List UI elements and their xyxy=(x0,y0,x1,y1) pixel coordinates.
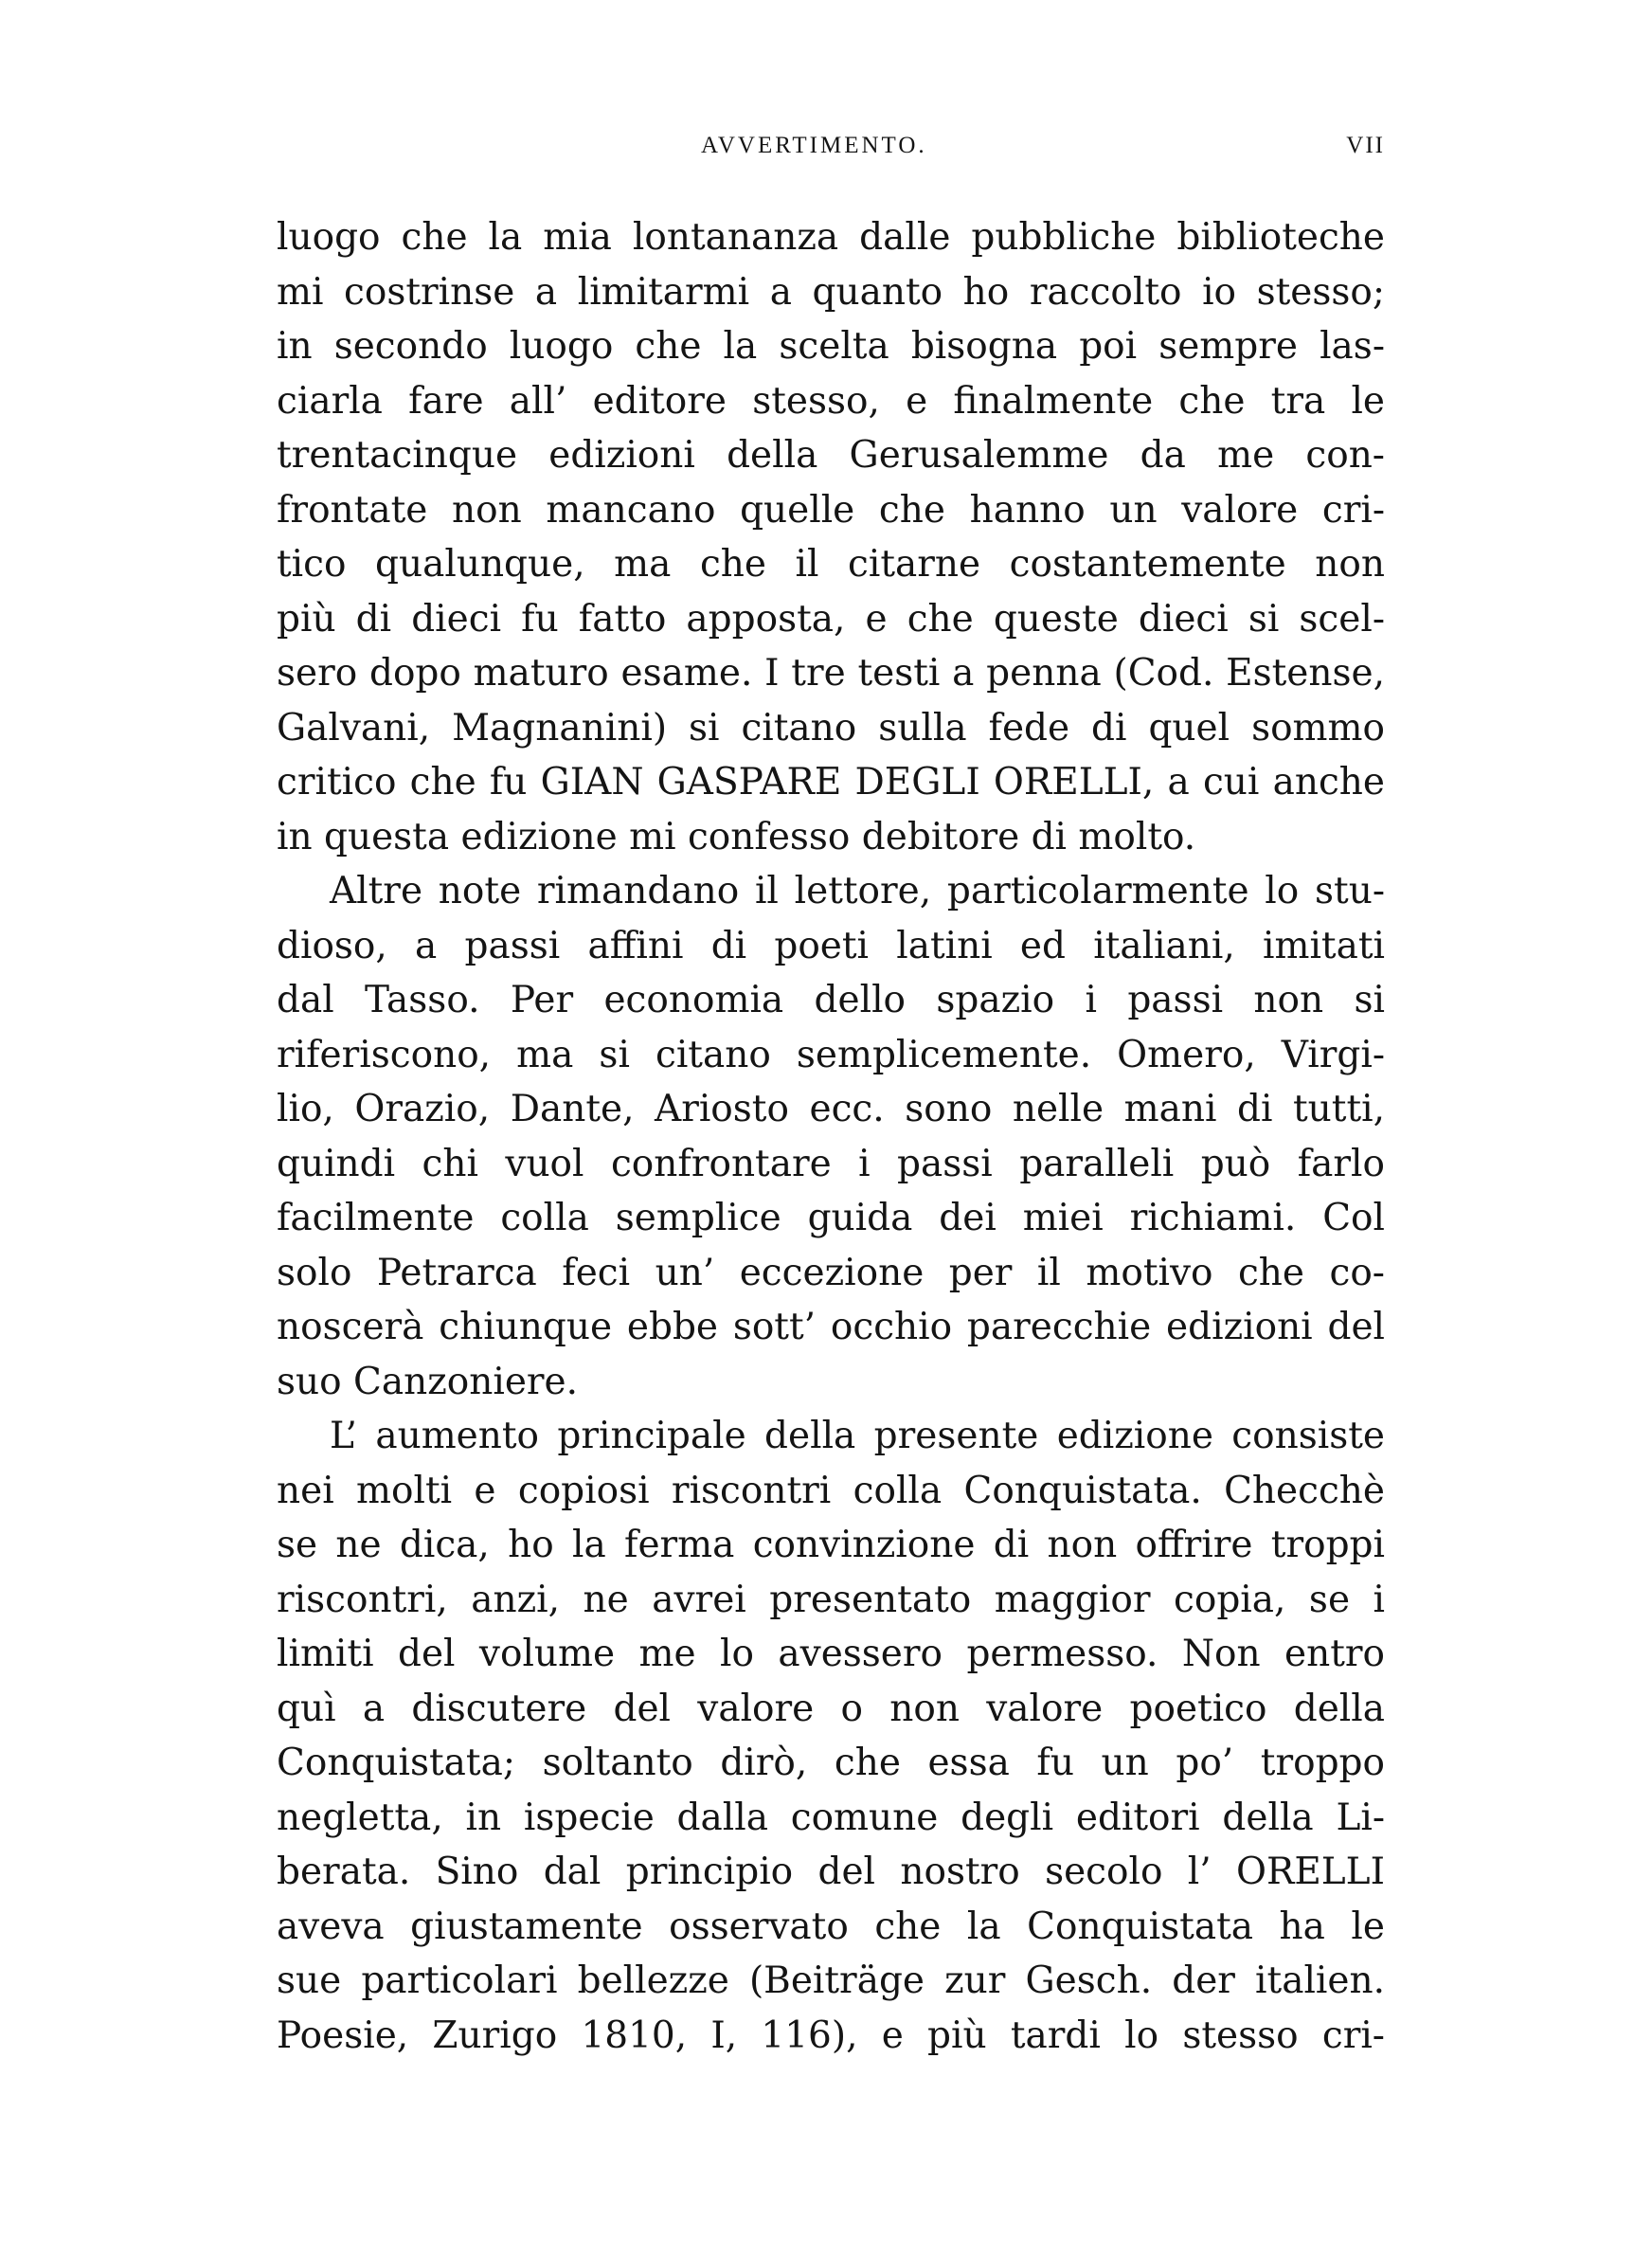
text-line: luogo che la mia lontananza dalle pubbliche biblioteche xyxy=(277,216,1385,259)
text-line: lio, Orazio, Dante, Ariosto ecc. sono nelle mani di tutti, xyxy=(277,1088,1385,1130)
text-line: mi costrinse a limitarmi a quanto ho raccolto io stesso; xyxy=(277,270,1385,314)
page-number: VII xyxy=(1346,133,1385,158)
text-line: Galvani, Magnanini) si citano sulla fede di quel sommo xyxy=(277,706,1385,749)
text-line: Poesie, Zurigo 1810, I, 116), e più tardi lo stesso cri- xyxy=(277,2013,1385,2057)
text-line: riferiscono, ma si citano semplicemente. Omero, Virgi- xyxy=(277,1033,1385,1076)
running-title: AVVERTIMENTO. xyxy=(701,133,927,158)
text-line: limiti del volume me lo avessero permesso. Non entro xyxy=(277,1633,1385,1675)
text-line: ciarla fare all’ editore stesso, e finalmente che tra le xyxy=(277,379,1385,423)
text-line: riscontri, anzi, ne avrei presentato maggior copia, se i xyxy=(277,1578,1385,1621)
text-line: quì a discutere del valore o non valore poetico della xyxy=(277,1687,1385,1730)
text-line: negletta, in ispecie dalla comune degli editori della Li- xyxy=(277,1796,1385,1839)
text-line: L’ aumento principale della presente edizione consiste xyxy=(330,1415,1385,1457)
text-line: solo Petrarca feci un’ eccezione per il motivo che co- xyxy=(277,1251,1385,1294)
text-line: Altre note rimandano il lettore, particolarmente lo stu- xyxy=(330,870,1385,912)
text-line: in questa edizione mi confesso debitore di molto. xyxy=(277,815,1196,858)
text-line: noscerà chiunque ebbe sott’ occhio parecchie edizioni del xyxy=(277,1306,1385,1348)
text-line: frontate non mancano quelle che hanno un valore cri- xyxy=(277,488,1385,532)
text-line: trentacinque edizioni della Gerusalemme da me con- xyxy=(277,434,1385,477)
text-line: quindi chi vuol confrontare i passi paralleli può farlo xyxy=(277,1142,1385,1185)
running-header xyxy=(277,133,1385,171)
text-line: dioso, a passi affini di poeti latini ed italiani, imitati xyxy=(277,924,1385,967)
text-line: più di dieci fu fatto apposta, e che queste dieci si scel- xyxy=(277,597,1385,641)
text-line: suo Canzoniere. xyxy=(277,1360,579,1403)
text-line: aveva giustamente osservato che la Conquistata ha le xyxy=(277,1905,1385,1948)
text-line: in secondo luogo che la scelta bisogna poi sempre las- xyxy=(277,325,1385,368)
text-line: sero dopo maturo esame. I tre testi a penna (Cod. Estense, xyxy=(277,652,1385,695)
body-text xyxy=(277,210,1385,2063)
text-line: sue particolari bellezze (Beiträge zur Gesch. der italien. xyxy=(277,1959,1385,2002)
text-line: berata. Sino dal principio del nostro secolo l’ ORELLI xyxy=(277,1851,1385,1893)
text-line: dal Tasso. Per economia dello spazio i passi non si xyxy=(277,979,1385,1021)
text-line: critico che fu GIAN GASPARE DEGLI ORELLI, a cui anche xyxy=(277,761,1385,803)
text-line: tico qualunque, ma che il citarne costantemente non xyxy=(277,543,1385,586)
text-line: facilmente colla semplice guida dei miei richiami. Col xyxy=(277,1197,1385,1239)
text-line: se ne dica, ho la ferma convinzione di non offrire troppi xyxy=(277,1524,1385,1566)
text-line: Conquistata; soltanto dirò, che essa fu un po’ troppo xyxy=(277,1742,1385,1784)
text-line: nei molti e copiosi riscontri colla Conquistata. Checchè xyxy=(277,1469,1385,1512)
